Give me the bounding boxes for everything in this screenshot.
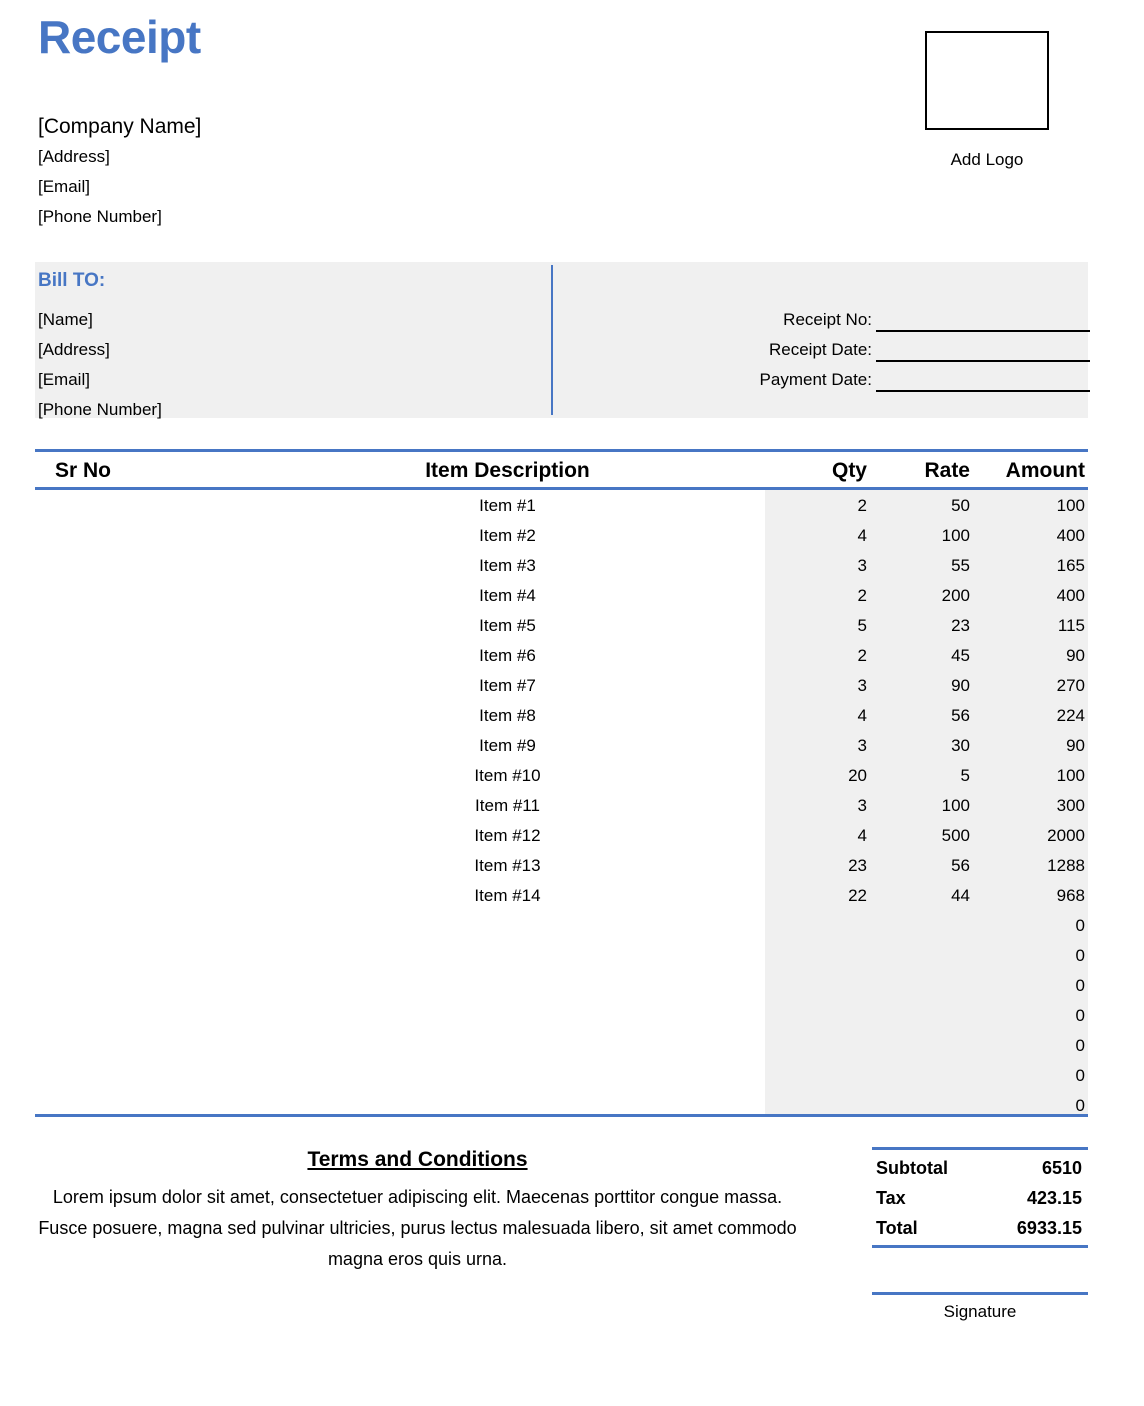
cell-amount: 400	[1056, 586, 1085, 605]
receipt-no-label: Receipt No:	[783, 310, 872, 329]
cell-rate: 56	[951, 706, 970, 725]
cell-amount: 224	[1056, 706, 1085, 725]
table-row	[35, 671, 1088, 701]
table-row	[35, 881, 1088, 911]
receipt-no-input[interactable]	[876, 304, 1090, 332]
page-title: Receipt	[38, 11, 201, 63]
header-qty: Qty	[831, 459, 867, 482]
cell-amount: 2000	[1047, 826, 1085, 845]
table-row	[35, 521, 1088, 551]
cell-qty: 2	[857, 496, 867, 515]
tax-row	[872, 1183, 1088, 1213]
cell-qty: 3	[857, 676, 867, 695]
table-row	[35, 1001, 1088, 1031]
cell-description: Item #4	[479, 586, 536, 605]
cell-qty: 20	[848, 766, 867, 785]
cell-rate: 44	[951, 886, 970, 905]
cell-description: Item #3	[479, 556, 536, 575]
cell-amount: 1288	[1047, 856, 1085, 875]
cell-rate: 500	[941, 826, 970, 845]
tax-label: Tax	[876, 1187, 906, 1208]
cell-rate: 100	[941, 526, 970, 545]
receipt-info-fields	[600, 302, 1090, 392]
table-row	[35, 761, 1088, 791]
terms-title: Terms and Conditions	[307, 1148, 528, 1171]
cell-amount: 0	[1075, 1006, 1085, 1025]
cell-qty: 2	[857, 586, 867, 605]
cell-qty: 4	[857, 526, 867, 545]
cell-rate: 45	[951, 646, 970, 665]
company-email: [Email]	[38, 177, 90, 196]
totals-bottom-rule	[872, 1245, 1088, 1248]
cell-description: Item #1	[479, 496, 536, 515]
cell-rate: 200	[941, 586, 970, 605]
payment-date-row	[600, 362, 1090, 392]
cell-rate: 55	[951, 556, 970, 575]
bill-to-phone: [Phone Number]	[38, 400, 162, 419]
table-row	[35, 1061, 1088, 1091]
total-value: 6933.15	[1016, 1217, 1082, 1238]
table-row	[35, 941, 1088, 971]
signature-line[interactable]	[872, 1292, 1088, 1295]
cell-rate: 90	[951, 676, 970, 695]
company-info-block	[38, 112, 518, 232]
company-address: [Address]	[38, 147, 110, 166]
cell-description: Item #12	[474, 826, 541, 845]
cell-qty: 23	[848, 856, 867, 875]
cell-amount: 165	[1056, 556, 1085, 575]
header-amount: Amount	[1005, 459, 1085, 482]
terms-body: Lorem ipsum dolor sit amet, consectetuer adipiscing elit. Maecenas porttitor congue massa. Fusce posuere, magna sed pulvinar ultricies, purus lectus malesuada libero, sit amet commodo magna eros quis urna.	[38, 1187, 797, 1269]
cell-qty: 2	[857, 646, 867, 665]
cell-qty: 3	[857, 736, 867, 755]
bill-to-heading: Bill TO:	[38, 270, 106, 291]
total-label: Total	[876, 1217, 918, 1238]
cell-rate: 56	[951, 856, 970, 875]
table-row	[35, 611, 1088, 641]
cell-amount: 300	[1056, 796, 1085, 815]
table-row	[35, 731, 1088, 761]
table-row	[35, 791, 1088, 821]
table-row	[35, 1091, 1088, 1121]
receipt-date-row	[600, 332, 1090, 362]
table-top-rule	[35, 449, 1088, 452]
cell-amount: 270	[1056, 676, 1085, 695]
cell-amount: 0	[1075, 916, 1085, 935]
receipt-date-label: Receipt Date:	[769, 340, 872, 359]
table-row	[35, 641, 1088, 671]
subtotal-row	[872, 1153, 1088, 1183]
receipt-date-input[interactable]	[876, 334, 1090, 362]
table-row	[35, 551, 1088, 581]
payment-date-input[interactable]	[876, 364, 1090, 392]
totals-box	[872, 1147, 1088, 1248]
payment-date-label: Payment Date:	[759, 370, 872, 389]
cell-description: Item #8	[479, 706, 536, 725]
cell-amount: 90	[1066, 736, 1085, 755]
bill-to-email: [Email]	[38, 370, 90, 389]
logo-placeholder-box[interactable]	[925, 31, 1049, 130]
cell-rate: 100	[941, 796, 970, 815]
table-row	[35, 1031, 1088, 1061]
subtotal-value: 6510	[1041, 1157, 1082, 1178]
cell-rate: 23	[951, 616, 970, 635]
bill-to-details	[38, 305, 498, 425]
cell-amount: 100	[1056, 496, 1085, 515]
table-header-rule	[35, 487, 1088, 490]
cell-description: Item #13	[474, 856, 541, 875]
cell-amount: 115	[1057, 616, 1085, 635]
cell-qty: 5	[857, 616, 867, 635]
header-description: Item Description	[425, 459, 590, 482]
table-row	[35, 851, 1088, 881]
cell-amount: 0	[1075, 1096, 1085, 1115]
add-logo-label: Add Logo	[950, 150, 1024, 169]
cell-description: Item #14	[474, 886, 541, 905]
cell-description: Item #11	[475, 796, 540, 815]
cell-amount: 0	[1075, 946, 1085, 965]
bill-to-divider	[551, 265, 553, 415]
cell-amount: 100	[1056, 766, 1085, 785]
table-row	[35, 491, 1088, 521]
cell-qty: 4	[857, 826, 867, 845]
cell-qty: 3	[857, 556, 867, 575]
company-name: [Company Name]	[38, 115, 202, 138]
header-rate: Rate	[924, 459, 970, 482]
table-row	[35, 821, 1088, 851]
cell-description: Item #2	[479, 526, 536, 545]
cell-description: Item #9	[479, 736, 536, 755]
table-header-row	[35, 455, 1088, 487]
cell-qty: 22	[848, 886, 867, 905]
cell-description: Item #10	[474, 766, 541, 785]
cell-description: Item #5	[479, 616, 536, 635]
cell-amount: 0	[1075, 1036, 1085, 1055]
cell-amount: 90	[1066, 646, 1085, 665]
table-row	[35, 581, 1088, 611]
cell-rate: 30	[951, 736, 970, 755]
receipt-no-row	[600, 302, 1090, 332]
bill-to-name: [Name]	[38, 310, 93, 329]
cell-qty: 3	[857, 796, 867, 815]
cell-amount: 0	[1075, 1066, 1085, 1085]
tax-value: 423.15	[1026, 1187, 1082, 1208]
bill-to-address: [Address]	[38, 340, 110, 359]
cell-rate: 50	[951, 496, 970, 515]
table-row	[35, 911, 1088, 941]
cell-rate: 5	[960, 766, 970, 785]
subtotal-label: Subtotal	[876, 1157, 948, 1178]
table-row	[35, 971, 1088, 1001]
cell-description: Item #6	[479, 646, 536, 665]
company-phone: [Phone Number]	[38, 207, 162, 226]
table-body	[35, 491, 1088, 1121]
cell-qty: 4	[857, 706, 867, 725]
cell-amount: 400	[1056, 526, 1085, 545]
total-row	[872, 1213, 1088, 1243]
table-row	[35, 701, 1088, 731]
signature-label: Signature	[943, 1302, 1017, 1321]
cell-amount: 968	[1056, 886, 1085, 905]
cell-amount: 0	[1075, 976, 1085, 995]
cell-description: Item #7	[479, 676, 536, 695]
header-sr-no: Sr No	[55, 459, 112, 482]
